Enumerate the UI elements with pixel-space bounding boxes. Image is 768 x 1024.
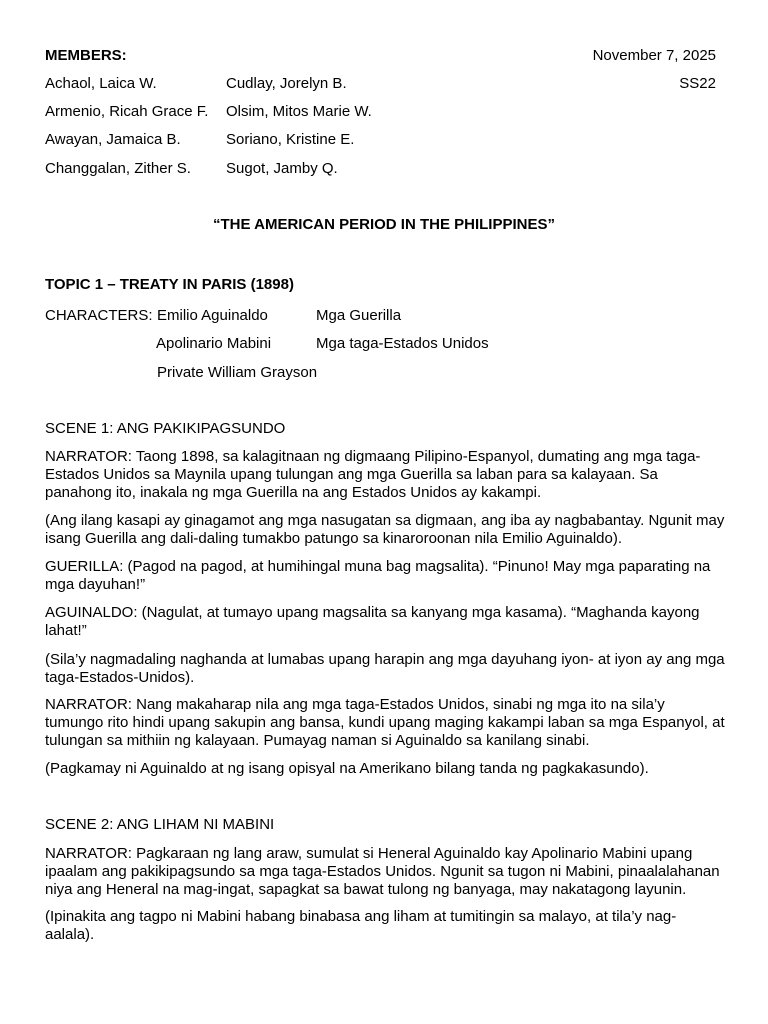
scene-1-paragraph: (Pagkamay ni Aguinaldo at ng isang opisyal na Amerikano bilang tanda ng pagkakasundo).: [45, 760, 649, 777]
topic-heading: TOPIC 1 – TREATY IN PARIS (1898): [45, 276, 294, 293]
character-item: Apolinario Mabini: [156, 335, 272, 352]
member-name: Olsim, Mitos Marie W.: [226, 103, 372, 120]
scene-1-heading: SCENE 1: ANG PAKIKIPAGSUNDO: [45, 420, 286, 437]
member-name: Soriano, Kristine E.: [226, 131, 355, 148]
character-item: Mga Guerilla: [316, 307, 402, 324]
characters-label: CHARACTERS:: [45, 307, 153, 324]
members-label: MEMBERS:: [45, 47, 127, 64]
character-item: Emilio Aguinaldo: [157, 307, 268, 324]
scene-2-paragraph: NARRATOR: Pagkaraan ng lang araw, sumulat si Heneral Aguinaldo kay Apolinario Mabini upang ipaalam ang pakikipagsundo sa mga taga-Estados Unidos. Ngunit sa tugon ni Mabini, pinaalalahanan niya ang Heneral na mag-ingat, sapagkat sa bawat tulong ng banyaga, may nakatagong layunin.: [45, 845, 720, 898]
document-title: “THE AMERICAN PERIOD IN THE PHILIPPINES”: [213, 216, 555, 233]
character-item: Private William Grayson: [157, 364, 318, 381]
member-name: Sugot, Jamby Q.: [226, 160, 338, 177]
scene-1-paragraph: NARRATOR: Taong 1898, sa kalagitnaan ng digmaang Pilipino-Espanyol, dumating ang mga taga-Estados Unidos sa Maynila upang tulungan ang mga Guerilla sa laban para sa kalayaan. Sa panahong ito, inakala ng mga Guerilla na ang Estados Unidos ay kakampi.: [45, 448, 701, 501]
member-name: Cudlay, Jorelyn B.: [226, 75, 347, 92]
scene-1-paragraph: GUERILLA: (Pagod na pagod, at humihingal muna bag magsalita). “Pinuno! May mga paparating na mga dayuhan!”: [45, 558, 711, 593]
member-name: Armenio, Ricah Grace F.: [45, 103, 209, 120]
section-code: SS22: [679, 75, 716, 92]
scene-1-paragraph: (Ang ilang kasapi ay ginagamot ang mga nasugatan sa digmaan, ang iba ay nagbabantay. Ngunit may isang Guerilla ang dali-daling tumakbo patungo sa kinaroroonan nila Emilio Aguinaldo).: [45, 512, 725, 547]
character-item: Mga taga-Estados Unidos: [316, 335, 489, 352]
document-date: November 7, 2025: [592, 47, 716, 64]
scene-1-paragraph: (Sila’y nagmadaling naghanda at lumabas upang harapin ang mga dayuhang iyon- at iyon ay ang mga taga-Estados-Unidos).: [45, 651, 725, 686]
member-name: Awayan, Jamaica B.: [45, 131, 181, 148]
member-name: Achaol, Laica W.: [45, 75, 157, 92]
member-name: Changgalan, Zither S.: [45, 160, 191, 177]
scene-2-heading: SCENE 2: ANG LIHAM NI MABINI: [45, 816, 275, 833]
scene-2-paragraph: (Ipinakita ang tagpo ni Mabini habang binabasa ang liham at tumitingin sa malayo, at tila’y nag-aalala).: [45, 908, 677, 943]
scene-1-paragraph: NARRATOR: Nang makaharap nila ang mga taga-Estados Unidos, sinabi ng mga ito na sila’y tumungo rito hindi upang sakupin ang bansa, kundi upang maging kakampi laban sa mga Espanyol, at tulungan sa mithiin ng kalayaan. Pumayag naman si Aguinaldo sa kanilang sinabi.: [45, 696, 725, 749]
scene-1-paragraph: AGUINALDO: (Nagulat, at tumayo upang magsalita sa kanyang mga kasama). “Maghanda kayong lahat!”: [45, 604, 700, 639]
